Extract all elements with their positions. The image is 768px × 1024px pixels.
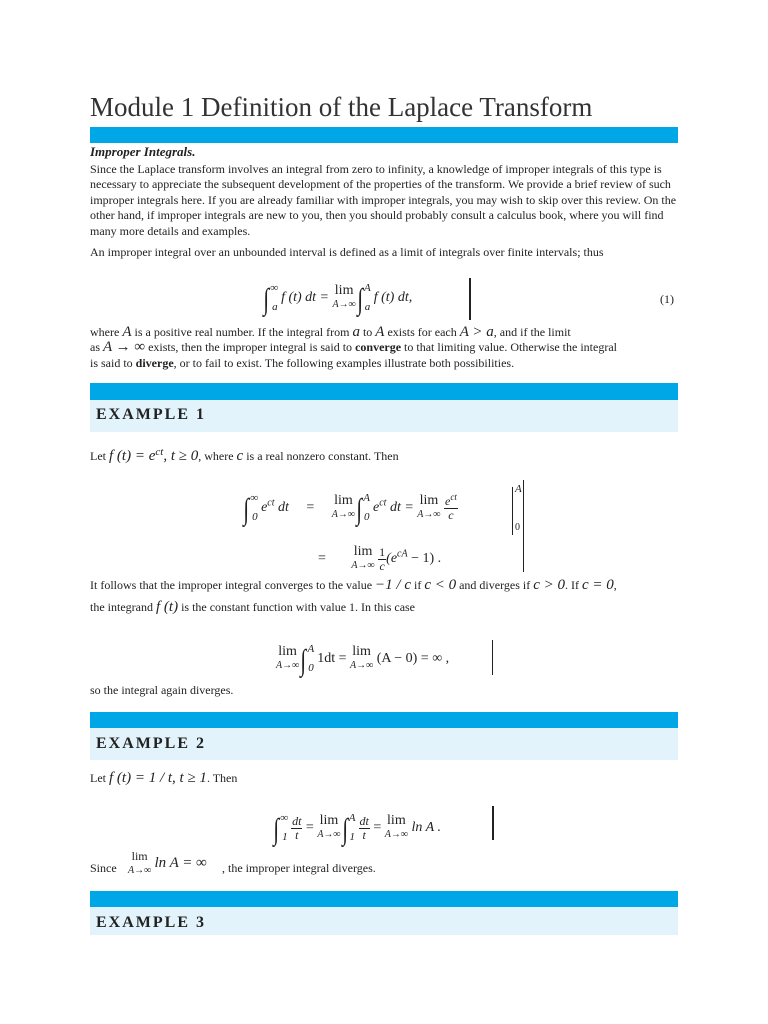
lim-sub: A→∞ bbox=[317, 829, 341, 840]
integrand: f (t) dt, bbox=[373, 290, 413, 305]
m: t bbox=[295, 828, 299, 842]
example-2-heading: EXAMPLE 2 bbox=[96, 735, 206, 752]
math: f (t) = e bbox=[109, 448, 156, 464]
t: and diverges if bbox=[456, 578, 534, 592]
limit bbox=[276, 645, 299, 672]
lim-sub: A→∞ bbox=[350, 660, 374, 671]
definition-intro: An improper integral over an unbounded interval is defined as a limit of integrals over finite intervals; thus bbox=[90, 245, 604, 259]
t: , bbox=[613, 578, 617, 592]
limit bbox=[385, 814, 408, 841]
example-1-bar bbox=[90, 383, 678, 400]
lower-limit: 1 bbox=[349, 831, 356, 843]
m: c bbox=[448, 508, 454, 522]
lim-text: lim bbox=[334, 493, 353, 508]
integral-sign: ∫ bbox=[356, 493, 363, 526]
integrand: f (t) dt = bbox=[281, 290, 330, 305]
math: ct bbox=[155, 446, 164, 458]
equals: = bbox=[306, 500, 315, 515]
equals: = bbox=[305, 820, 314, 835]
lim-sub: A→∞ bbox=[332, 299, 356, 310]
equation-number: (1) bbox=[660, 292, 674, 306]
integral-sign: ∫ bbox=[243, 493, 249, 526]
term-converge: converge bbox=[355, 340, 402, 355]
integral-sign: ∫ bbox=[341, 813, 348, 846]
math: A → ∞ bbox=[103, 339, 146, 356]
evaluation-bar bbox=[512, 487, 513, 535]
upper-limit: A bbox=[348, 812, 356, 824]
m: f (t) bbox=[155, 599, 179, 615]
t: to bbox=[359, 325, 376, 339]
m: e bbox=[373, 500, 380, 515]
t: as bbox=[90, 340, 103, 355]
example-3-heading: EXAMPLE 3 bbox=[96, 914, 206, 931]
m: dt bbox=[292, 814, 302, 828]
math: A bbox=[375, 324, 385, 340]
example-1-equation-line1 bbox=[242, 490, 458, 527]
t: exists for each bbox=[384, 325, 460, 339]
t: , or to fail to exist. The following examples illustrate both possibilities. bbox=[173, 355, 515, 370]
limit bbox=[351, 545, 374, 572]
equals: = bbox=[318, 551, 326, 566]
fraction bbox=[291, 814, 302, 842]
lim-sub: A→∞ bbox=[384, 829, 409, 840]
m: ct bbox=[267, 497, 275, 509]
t: is a positive real number. If the integral from bbox=[131, 325, 353, 339]
t: to that limiting value. Otherwise the integral bbox=[401, 340, 617, 355]
lim-text: lim bbox=[387, 813, 406, 828]
t: It follows that the improper integral converges to the value bbox=[90, 578, 376, 592]
m: 1dt = bbox=[317, 651, 347, 666]
t: Let bbox=[90, 771, 109, 785]
integral-sign: ∫ bbox=[273, 813, 279, 846]
t: , where bbox=[198, 449, 237, 463]
eval-lower: 0 bbox=[515, 522, 520, 533]
upper-limit: ∞ bbox=[250, 492, 259, 504]
title-divider-bar bbox=[90, 127, 678, 143]
equation-marker bbox=[469, 278, 471, 320]
m: c = 0 bbox=[581, 577, 614, 593]
t: . Then bbox=[206, 771, 238, 785]
m: dt = bbox=[386, 500, 414, 515]
lim-text: lim bbox=[352, 644, 371, 659]
m: (A − 0) = ∞ , bbox=[376, 651, 450, 666]
page-title: Module 1 Definition of the Laplace Transform bbox=[90, 92, 593, 122]
m: dt bbox=[359, 814, 369, 828]
example-2-equation bbox=[272, 812, 441, 847]
definition-text bbox=[90, 325, 682, 371]
m: ln A . bbox=[411, 820, 441, 835]
t: . If bbox=[564, 578, 582, 592]
equation-1 bbox=[262, 282, 412, 317]
upper-limit: A bbox=[363, 282, 371, 294]
fraction bbox=[444, 490, 458, 522]
math: A > a bbox=[459, 324, 494, 340]
lower-limit: 0 bbox=[364, 511, 370, 523]
m: e bbox=[261, 500, 268, 515]
example-1-follows bbox=[90, 577, 617, 594]
lim-sub: A→∞ bbox=[276, 660, 300, 671]
example-1-conclusion: so the integral again diverges. bbox=[90, 683, 234, 697]
equation-marker bbox=[492, 806, 494, 840]
m: dt bbox=[274, 500, 289, 515]
m: − 1) . bbox=[407, 551, 442, 566]
t: Let bbox=[90, 449, 109, 463]
lim-sub: A→∞ bbox=[351, 560, 375, 571]
m: ct bbox=[450, 492, 457, 502]
t: is said to bbox=[90, 355, 136, 370]
intro-paragraph: Since the Laplace transform involves an integral from zero to infinity, a knowledge of improper integrals of this type is necessary to appreciate the subsequent development of the properties of the transform. We provide a brief review of such improper integrals here. If you are already familiar with improper integrals, you may wish to skip over this review. On the other hand, if improper integrals are new to you, then you should probably consult a calculus book, where you will find many more details and examples. bbox=[90, 162, 677, 238]
m: cA bbox=[397, 548, 408, 560]
t: if bbox=[410, 578, 425, 592]
equals: = bbox=[373, 820, 382, 835]
m: ln A = ∞ bbox=[154, 855, 207, 871]
example-2-since bbox=[90, 861, 117, 876]
upper-limit: A bbox=[307, 643, 315, 655]
t: is a real nonzero constant. Then bbox=[243, 449, 399, 463]
equation-marker bbox=[523, 480, 524, 572]
lim-text: lim bbox=[319, 813, 339, 828]
t: Since bbox=[90, 861, 117, 875]
example-1-let bbox=[90, 446, 399, 465]
integral-sign: ∫ bbox=[356, 283, 363, 316]
fraction bbox=[359, 814, 370, 842]
example-2-bar bbox=[90, 712, 678, 728]
eval-upper: A bbox=[515, 483, 522, 495]
m: t bbox=[362, 828, 366, 842]
example-3-bar bbox=[90, 891, 678, 907]
fraction bbox=[378, 545, 386, 573]
example-2-let bbox=[90, 770, 237, 787]
upper-limit: ∞ bbox=[280, 812, 289, 824]
lower-limit: 0 bbox=[252, 511, 258, 523]
m: c < 0 bbox=[424, 577, 457, 593]
example-1-integrand bbox=[90, 599, 415, 616]
section-heading: Improper Integrals. bbox=[90, 144, 196, 159]
lim-sub: A→∞ bbox=[331, 509, 356, 520]
limit bbox=[417, 494, 440, 521]
t: is the constant function with value 1. In this case bbox=[178, 600, 416, 614]
integral-sign: ∫ bbox=[300, 644, 307, 677]
lower-limit: a bbox=[364, 301, 371, 313]
t: where bbox=[90, 325, 123, 339]
equation-marker bbox=[492, 640, 493, 675]
limit bbox=[332, 494, 355, 521]
example-1-heading: EXAMPLE 1 bbox=[96, 406, 206, 423]
lower-limit: a bbox=[272, 301, 278, 313]
m: e bbox=[445, 494, 451, 508]
upper-limit: ∞ bbox=[270, 282, 279, 294]
m: (e bbox=[386, 551, 398, 566]
m: f (t) = 1 / t, t ≥ 1 bbox=[109, 770, 207, 786]
example-1-equation-line2 bbox=[318, 545, 441, 573]
since-limit-expression bbox=[128, 850, 207, 877]
lower-limit: 0 bbox=[308, 662, 314, 674]
m: −1 / c bbox=[375, 577, 411, 593]
lower-limit: 1 bbox=[282, 831, 288, 843]
m: 1 bbox=[379, 545, 386, 559]
m: ct bbox=[379, 497, 387, 509]
t: exists, then the improper integral is said to bbox=[145, 340, 356, 355]
lim-sub: A→∞ bbox=[417, 509, 441, 520]
limit bbox=[128, 850, 151, 877]
m: c > 0 bbox=[533, 577, 565, 593]
lim-text: lim bbox=[131, 849, 148, 863]
math: a bbox=[352, 324, 360, 340]
limit bbox=[333, 284, 356, 311]
example-2-since-rest: , the improper integral diverges. bbox=[222, 861, 376, 875]
m: c bbox=[379, 559, 385, 573]
math: , t ≥ 0 bbox=[163, 448, 199, 464]
lim-text: lim bbox=[334, 283, 354, 298]
limit bbox=[350, 645, 373, 672]
math: A bbox=[122, 324, 132, 340]
math: c bbox=[236, 448, 244, 464]
upper-limit: A bbox=[363, 492, 370, 504]
example-1-equation-3 bbox=[276, 643, 449, 678]
term-diverge: diverge bbox=[135, 355, 174, 370]
t: the integrand bbox=[90, 600, 156, 614]
t: , and if the limit bbox=[493, 325, 571, 339]
integral-sign: ∫ bbox=[263, 283, 269, 316]
lim-text: lim bbox=[419, 493, 439, 508]
lim-text: lim bbox=[278, 644, 297, 659]
lim-sub: A→∞ bbox=[128, 865, 152, 876]
limit bbox=[317, 814, 340, 841]
lim-text: lim bbox=[353, 544, 373, 559]
